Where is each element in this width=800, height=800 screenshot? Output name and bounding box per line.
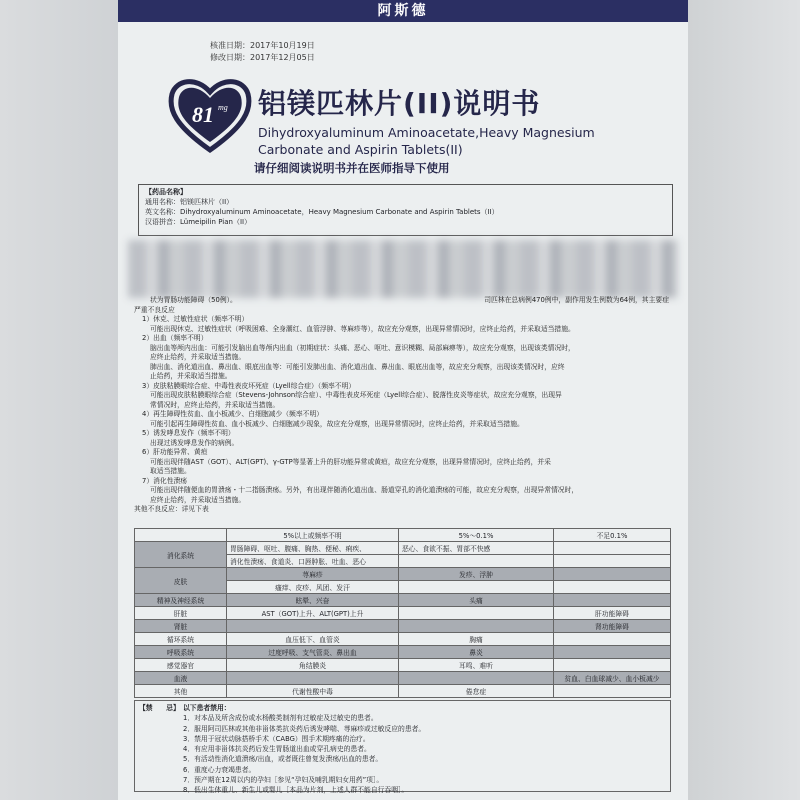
- list-item: 7．预产期在12周以内的孕妇［参见“孕妇及哺乳期妇女用药”项］。: [183, 776, 384, 785]
- blurred-region: [128, 240, 678, 298]
- body-line: 应终止给药，并采取适当措施。: [150, 353, 246, 361]
- body-line: 严重不良反应: [134, 305, 175, 314]
- table-cell: 鼻炎: [399, 646, 554, 659]
- background-right: [688, 0, 800, 800]
- body-line: 出现过诱发哮息发作的病例。: [150, 438, 239, 447]
- contraindications-section: [134, 700, 671, 795]
- table-cell: 耳鸣、难听: [399, 659, 554, 672]
- drug-name-section: [138, 184, 673, 236]
- table-cell: 发疹、浮肿: [399, 568, 554, 581]
- table-row: [135, 620, 671, 633]
- table-header-cell: 5%以上或频率不明: [227, 529, 399, 542]
- table-cell: 呼吸系统: [135, 646, 227, 659]
- table-cell: [227, 672, 399, 685]
- table-header-cell: 5%～0.1%: [399, 529, 554, 542]
- table-cell: 肝功能障碍: [554, 607, 671, 620]
- table-cell: [554, 633, 671, 646]
- table-row: [135, 633, 671, 646]
- english-name: 英文名称：Dihydroxyaluminum Aminoacetate，Heavy Magnesium Carbonate and Aspirin Tablets（II）: [145, 208, 499, 216]
- table-cell: 倦怠症: [399, 685, 554, 698]
- table-header-cell: 不足0.1%: [554, 529, 671, 542]
- table-cell: [554, 581, 671, 594]
- background-left: [0, 0, 118, 800]
- table-cell: 贫血、白血球减少、血小板减少: [554, 672, 671, 685]
- list-item: 8．低出生体重儿、新生儿或婴儿［本品为片剂，上述人群不能自行吞咽］。: [183, 786, 409, 795]
- list-item: 3．禁用于冠状动脉搭桥手术（CABG）围手术期疼痛的治疗。: [183, 734, 370, 743]
- table-row: [135, 659, 671, 672]
- table-cell: [554, 646, 671, 659]
- leaflet-sheet: [118, 0, 688, 800]
- modified-date: 修改日期：2017年12月05日: [210, 53, 315, 62]
- usage-notice: 请仔细阅读说明书并在医师指导下使用: [254, 161, 450, 175]
- table-header-cell: [135, 529, 227, 542]
- english-title-line-2: Carbonate and Aspirin Tablets(II): [258, 142, 463, 157]
- heart-logo-icon: [166, 74, 254, 154]
- body-line: 3）皮肤粘膜眼综合症、中毒性表皮坏死症（Lyell综合症）（频率不明）: [142, 381, 356, 390]
- page-title: 铝镁匹林片(II)说明书: [258, 87, 541, 120]
- body-line: 6）肝功能异常、黄疸: [142, 448, 208, 456]
- contraindications-heading: 【禁 忌】: [139, 704, 180, 712]
- table-row: [135, 568, 671, 581]
- table-cell: [554, 568, 671, 581]
- table-row: [135, 685, 671, 698]
- contraindications-intro: 以下患者禁用：: [183, 704, 231, 712]
- table-cell-text: 皮肤: [173, 577, 188, 586]
- approved-date: 核准日期：2017年10月19日: [210, 41, 315, 50]
- list-item: 6．重度心力衰竭患者。: [183, 765, 256, 774]
- table-cell: 角结膜炎: [227, 659, 399, 672]
- table-cell: 胸痛: [399, 633, 554, 646]
- english-title: [258, 124, 678, 158]
- table-cell: 血压低下、血管炎: [227, 633, 399, 646]
- table-cell: [399, 581, 554, 594]
- table-cell: [399, 672, 554, 685]
- body-line: 脑出血等颅内出血：可能引发脑出血等颅内出血（初期症状：头痛、恶心、呕吐、意识模糊、局部麻痹等），故应充分观察，出现该类情况时，: [150, 343, 575, 352]
- body-line: 可能引起再生障碍性贫血、血小板减少、白细胞减少现象，故应充分观察，出现异常情况时，应终止给药，并采取适当措施。: [150, 419, 524, 428]
- table-cell: 胃肠障碍、呕吐、腹痛、胸热、便秘、痢疾、: [227, 542, 399, 555]
- table-cell: 消化性溃疡、食道炎、口唇肿胀、吐血、恶心: [227, 555, 399, 568]
- dates-block: [210, 40, 315, 64]
- english-title-line-1: Dihydroxyaluminum Aminoacetate,Heavy Magnesium: [258, 125, 595, 140]
- table-row: [135, 646, 671, 659]
- body-line: 1）休克、过敏性症状（频率不明）: [142, 315, 249, 323]
- table-row: [135, 607, 671, 620]
- table-cell: 肝脏: [135, 607, 227, 620]
- body-line: 可能出现伴随便血的胃溃疡・十二指肠溃疡。另外，有出现伴随消化道出血、肠道穿孔的消化道溃疡的可能，故应充分观察，出现异常情况时，: [150, 486, 579, 494]
- table-cell: [399, 555, 554, 568]
- body-line: 7）消化性溃疡: [142, 476, 188, 485]
- body-line: 5）诱发哮息发作（频率不明）: [142, 429, 235, 437]
- table-cell: [399, 620, 554, 633]
- table-cell: 其他: [135, 685, 227, 698]
- table-cell: 感觉器官: [135, 659, 227, 672]
- table-cell: 消化系统: [135, 542, 227, 568]
- table-row: [135, 672, 671, 685]
- pinyin-name: 汉语拼音：Lümeipilin Pian（II）: [145, 218, 252, 226]
- table-cell: [554, 659, 671, 672]
- body-line: 可能出现伴随AST（GOT）、ALT(GPT)、γ-GTP等显著上升的肝功能异常或黄疸，故应充分观察，出现异常情况时，应终止给药，并采: [150, 457, 551, 466]
- table-row: [135, 594, 671, 607]
- table-cell: 代谢性酸中毒: [227, 685, 399, 698]
- table-cell: AST（GOT)上升、ALT(GPT)上升: [227, 607, 399, 620]
- body-line: 取适当措施。: [150, 467, 191, 475]
- list-item: 2．服用阿司匹林或其他非甾体类抗炎药后诱发哮喘、荨麻疹或过敏反应的患者。: [183, 724, 426, 733]
- brand-bar: 阿斯德: [118, 0, 688, 22]
- drug-name-heading: 【药品名称】: [145, 188, 187, 196]
- contraindications-list: [183, 703, 663, 796]
- list-item: 4．有应用非甾体抗炎药后发生胃肠道出血或穿孔病史的患者。: [183, 745, 371, 754]
- body-line: 应终止给药，并采取适当措施。: [150, 495, 246, 504]
- table-cell: 荨麻疹: [227, 568, 399, 581]
- generic-name: 通用名称：铝镁匹林片（II）: [145, 198, 234, 206]
- body-line: 状为胃肠功能障碍（50例）。: [150, 296, 237, 304]
- list-item: 5．有活动性消化道溃疡/出血，或者既往曾复发溃疡/出血的患者。: [183, 755, 383, 764]
- table-cell: [399, 607, 554, 620]
- logo-unit: mg: [218, 103, 228, 112]
- body-line: 4）再生障碍性贫血、血小板减少、白细胞减少（频率不明）: [142, 410, 324, 418]
- table-cell: 循环系统: [135, 633, 227, 646]
- table-cell: 瘙痒、皮疹、风团、发汗: [227, 581, 399, 594]
- side-effects-table: [134, 528, 671, 698]
- table-cell: [554, 542, 671, 555]
- table-cell: [227, 620, 399, 633]
- body-line: 止给药，并采取适当措施。: [150, 372, 232, 380]
- body-line: 2）出血（频率不明）: [142, 334, 208, 342]
- body-line: 可能出现皮肤粘膜眼综合症（Stevens-Johnson综合症）、中毒性表皮坏死症（Lyell综合症）、脱落性皮炎等症状，故应充分观察，出现异: [150, 391, 562, 399]
- table-cell: 精神及神经系统: [135, 594, 227, 607]
- table-cell: 头痛: [399, 594, 554, 607]
- table-header-row: [135, 529, 671, 542]
- table-cell: 血液: [135, 672, 227, 685]
- table-cell: [554, 685, 671, 698]
- body-line: 可能出现休克、过敏性症状（呼吸困难、全身潮红、血管浮肿、荨麻疹等），故应充分观察，出现异常情况时，应终止给药，并采取适当措施。: [150, 324, 575, 333]
- table-cell: 恶心、食欲不振、胃部不快感: [399, 542, 554, 555]
- table-cell: 肾脏: [135, 620, 227, 633]
- table-cell: [554, 555, 671, 568]
- table-cell: 过度呼吸、支气管炎、鼻出血: [227, 646, 399, 659]
- table-cell: 眩晕、兴奋: [227, 594, 399, 607]
- body-line: 司匹林在总病例470例中，副作用发生例数为64例，其主要症: [484, 296, 669, 304]
- table-cell: 肾功能障碍: [554, 620, 671, 633]
- body-line: 其他不良反应：详见下表: [134, 505, 209, 513]
- body-line: 肺出血、消化道出血、鼻出血、眼底出血等：可能引发肺出血、消化道出血、鼻出血、眼底出血等，故应充分观察，出现该类情况时，应终: [150, 362, 565, 371]
- table-cell: [554, 594, 671, 607]
- body-line: 常情况时，应终止给药，并采取适当措施。: [150, 400, 280, 409]
- adverse-reactions-text: [134, 296, 669, 515]
- list-item: 1．对本品及所含成份或水杨酸类制剂有过敏症及过敏史的患者。: [183, 714, 378, 723]
- table-row: [135, 542, 671, 555]
- table-cell: [135, 568, 227, 594]
- logo-dose: 81: [192, 102, 214, 127]
